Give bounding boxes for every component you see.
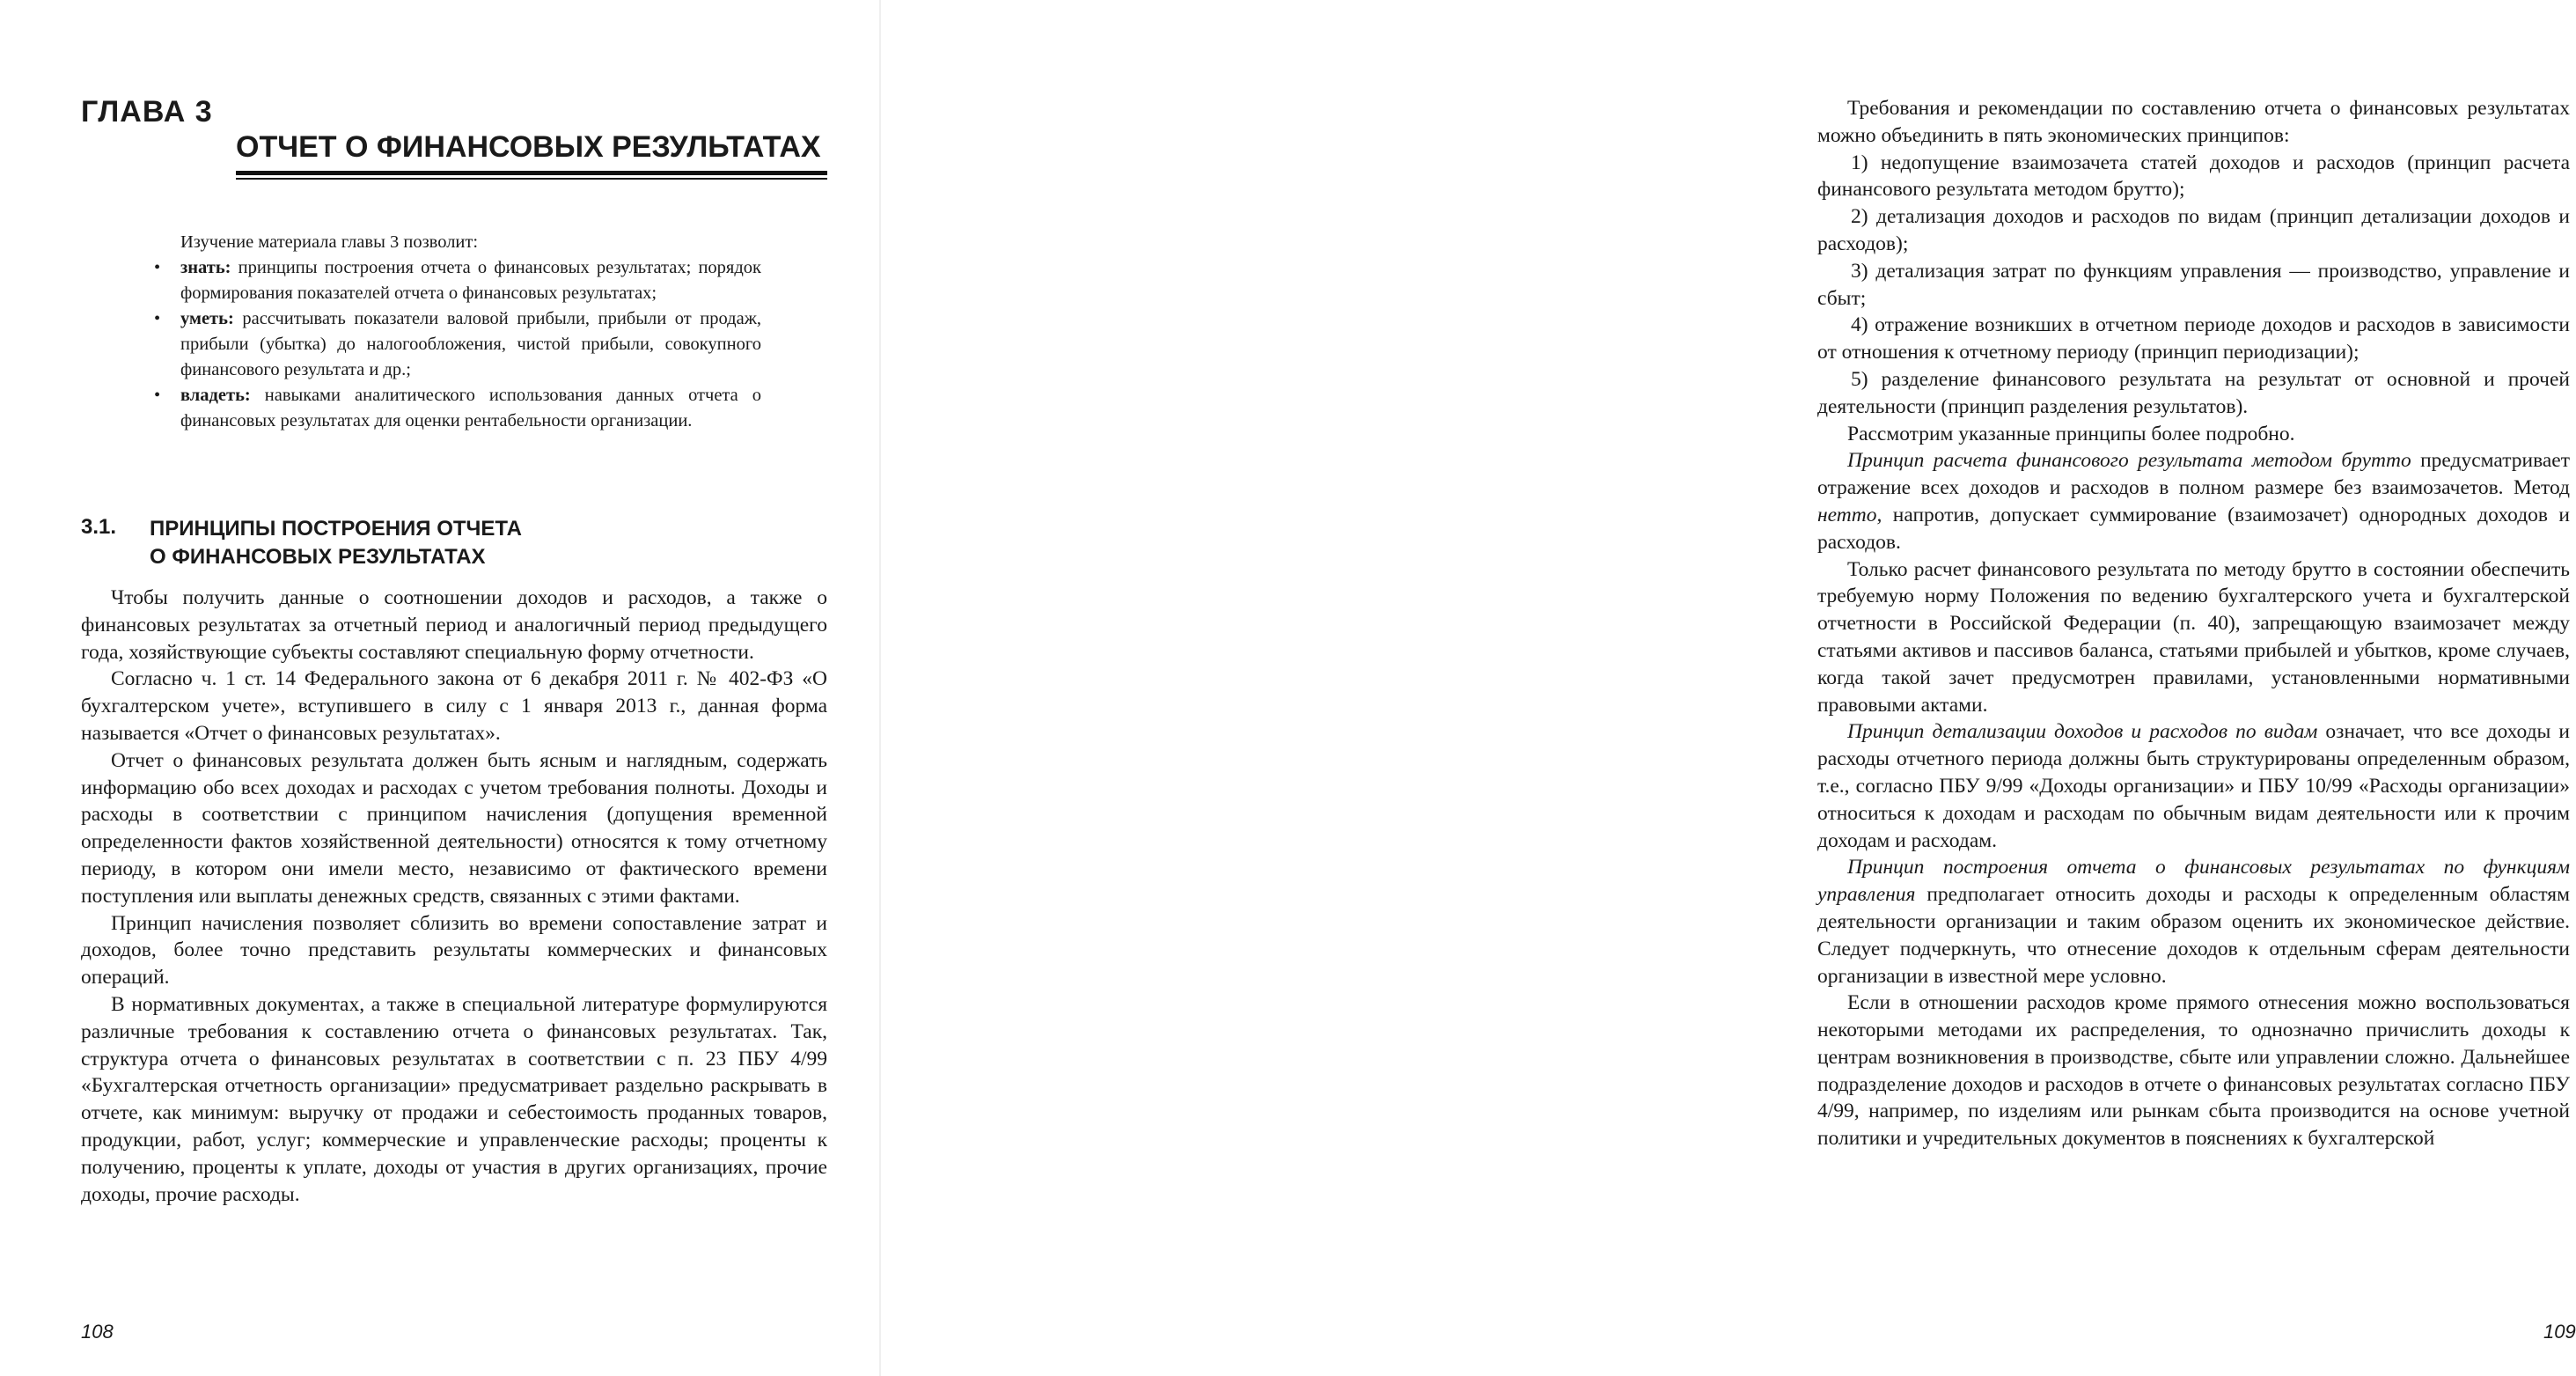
title-rule xyxy=(236,171,827,175)
bullet-icon: • xyxy=(154,309,161,328)
section-title: ПРИНЦИПЫ ПОСТРОЕНИЯ ОТЧЕТА О ФИНАНСОВЫХ РЕЗУЛЬТАТАХ xyxy=(150,517,522,569)
paragraph: Если в отношении расходов кроме прямого отнесения можно воспользоваться некоторыми методами их распределения, то однозначно причислить доходы к центрам возникновения в производстве, сбыте или управлении сложно. Дальнейшее подразделение доходов и расходов в отчете о финансовых результатах согласно ПБУ 4/99, например, по изделиям или рынкам сбыта производится на основе учетной политики и учредительных документов в пояснениях к бухгалтерской xyxy=(1817,991,2570,1151)
left-body-text xyxy=(81,585,827,1208)
page-number-right: 109 xyxy=(2543,1321,2576,1343)
paragraph: Только расчет финансового результата по методу брутто в состоянии обеспечить требуемую норму Положения по ведению бухгалтерского учета и бухгалтерской отчетности в Российской Федерации (п. 40), запрещающую взаимозачет между статьями активов и пассивов баланса, статьями прибылей и убытков, кроме случаев, когда такой зачет предусмотрен правилами, установленными нормативными правовыми актами. xyxy=(1817,557,2570,717)
objective-can xyxy=(154,306,761,383)
objective-master xyxy=(154,383,761,434)
paragraph: В нормативных документах, а также в специальной литературе формулируются различные требования к составлению отчета о финансовых результатах. Так, структура отчета о финансовых результатах в соответствии с п. 23 ПБУ 4/99 «Бухгалтерская отчетность организации» предусматривает раздельно раскрывать в отчете, как минимум: выручку от продажи и себестоимость проданных товаров, продукции, работ, услуг; коммерческие и управленческие расходы; проценты к получению, проценты к уплате, доходы от участия в других организациях, прочие доходы, прочие расходы. xyxy=(81,992,827,1206)
bullet-icon: • xyxy=(154,258,161,277)
left-page xyxy=(0,0,880,1376)
italic-term: нетто, xyxy=(1817,503,1882,526)
paragraph: Рассмотрим указанные принципы более подробно. xyxy=(1847,422,2295,445)
objectives-intro: Изучение материала главы 3 позволит: xyxy=(180,232,479,252)
section-number: 3.1. xyxy=(81,515,117,539)
paragraph: Согласно ч. 1 ст. 14 Федерального закона от 6 декабря 2011 г. № 402-ФЗ «О бухгалтерском учете», вступившего в силу с 1 января 2013 г., данная форма называется «Отчет о финансовых результатах». xyxy=(81,667,827,745)
principle-item: 1) недопущение взаимозачета статей доходов и расходов (принцип расчета финансового результата методом брутто); xyxy=(1817,151,2570,202)
paragraph: Отчет о финансовых результата должен быть ясным и наглядным, содержать информацию обо всех доходах и расходах с учетом требования полноты. Доходы и расходы в соответствии с принципом начисления (допущения временной определенности фактов хозяйственной деятельности) относятся к тому отчетному периоду, в котором они имели место, независимо от фактического времени поступления или выплаты денежных средств, связанных с этими фактами. xyxy=(81,748,827,908)
chapter-title: ОТЧЕТ О ФИНАНСОВЫХ РЕЗУЛЬТАТАХ xyxy=(236,130,821,164)
principle-item: 2) детализация доходов и расходов по видам (принцип детализации доходов и расходов); xyxy=(1817,205,2570,255)
italic-term: Принцип построения отчета о финансовых результатах по функциям управления xyxy=(1817,856,2570,907)
text-run: напротив, допускает суммирование (взаимозачет) однородных доходов и расходов. xyxy=(1817,503,2570,554)
objective-text: принципы построения отчета о финансовых результатах; порядок формирования показателей отчета о финансовых результатах; xyxy=(180,258,761,303)
principle-item: 5) разделение финансового результата на результат от основной и прочей деятельности (принцип разделения результатов). xyxy=(1817,367,2570,418)
paragraph-detail xyxy=(1817,718,2570,854)
right-page xyxy=(880,0,2576,1376)
text-run: предполагает относить доходы и расходы к определенным областям деятельности организации и таким образом оценить их экономическое действие. Следует подчеркнуть, что отнесение доходов к отдельным сферам деятельности организации в известной мере условно. xyxy=(1817,883,2570,988)
objectives-list xyxy=(154,255,761,434)
objective-text: рассчитывать показатели валовой прибыли, прибыли от продаж, прибыли (убытка) до налогообложения, чистой прибыли, совокупного финансового результата и др.; xyxy=(180,309,761,379)
objective-term: уметь: xyxy=(180,309,234,328)
paragraph: Чтобы получить данные о соотношении доходов и расходов, а также о финансовых результатах за отчетный период и аналогичный период предыдущего года, хозяйствующие субъекты составляют специальную форму отчетности. xyxy=(81,586,827,664)
chapter-objectives xyxy=(154,230,761,434)
objective-text: навыками аналитического использования данных отчета о финансовых результатах для оценки рентабельности организации. xyxy=(180,386,761,430)
objective-term: владеть: xyxy=(180,386,251,405)
italic-term: Принцип расчета финансового результата методом брутто xyxy=(1847,449,2411,473)
page-number-left: 108 xyxy=(81,1321,114,1343)
title-rule-thin xyxy=(236,178,827,180)
text-run: предусматривает отражение всех доходов и расходов в полном размере без взаимозачетов. Метод xyxy=(1817,449,2571,500)
objective-know xyxy=(154,255,761,306)
principle-item: 3) детализация затрат по функциям управления — производство, управление и сбыт; xyxy=(1817,259,2570,310)
objective-term: знать: xyxy=(180,258,231,277)
paragraph: Принцип начисления позволяет сблизить во времени сопоставление затрат и доходов, более точно представить результаты коммерческих и финансовых операций. xyxy=(81,911,827,990)
text-run: означает, что все доходы и расходы отчетного периода должны быть структурированы определенным образом, т.е., согласно ПБУ 9/99 «Доходы организации» и ПБУ 10/99 «Расходы организации» относиться к доходам и расходам по обычным видам деятельности или к прочим доходам и расходам. xyxy=(1817,720,2570,852)
principle-item: 4) отражение возникших в отчетном периоде доходов и расходов в зависимости от отношения к отчетному периоду (принцип периодизации); xyxy=(1817,313,2570,364)
bullet-icon: • xyxy=(154,386,161,405)
paragraph: Требования и рекомендации по составлению отчета о финансовых результатах можно объединить в пять экономических принципов: xyxy=(1817,97,2570,147)
paragraph-brutto xyxy=(1817,447,2570,556)
italic-term: Принцип детализации доходов и расходов по видам xyxy=(1847,720,2318,744)
chapter-label: ГЛАВА 3 xyxy=(81,95,213,129)
right-body-text xyxy=(1817,95,2570,1152)
paragraph-function xyxy=(1817,854,2570,990)
